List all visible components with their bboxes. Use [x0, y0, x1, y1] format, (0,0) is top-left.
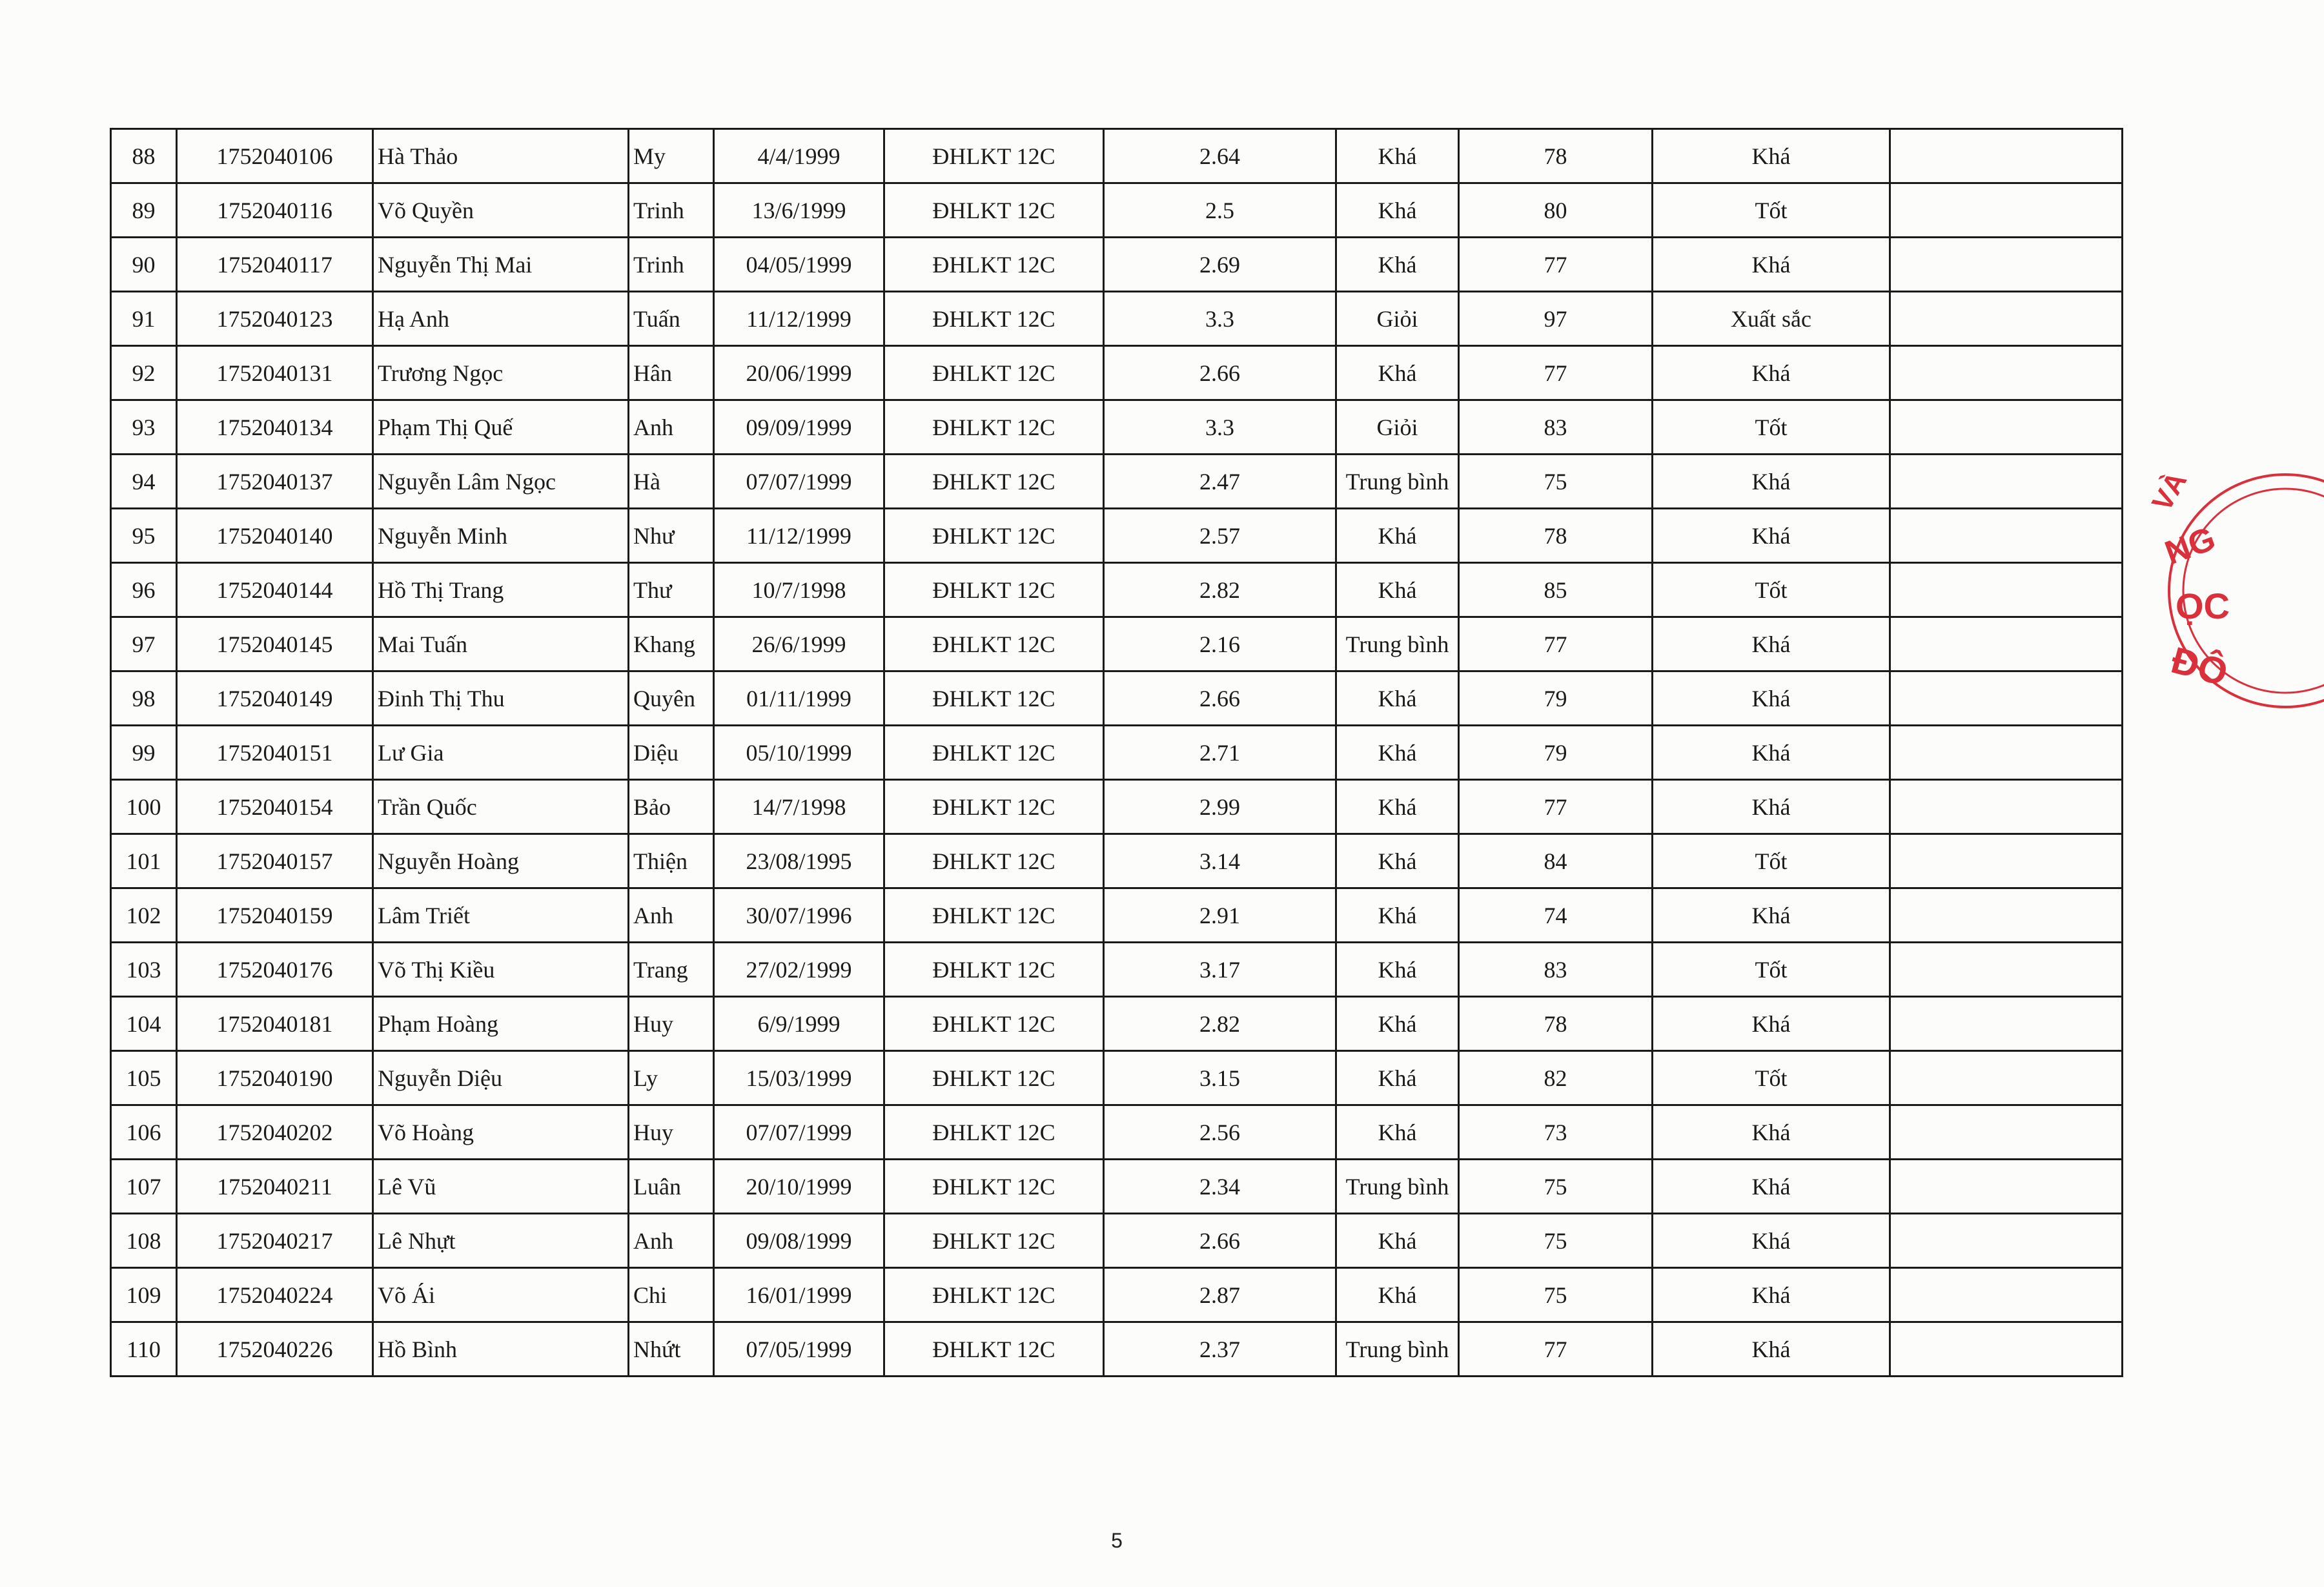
cell-birth-date: 20/10/1999: [714, 1160, 884, 1214]
cell-stt: 100: [111, 780, 177, 834]
cell-gpa: 3.17: [1104, 943, 1336, 997]
cell-conduct-score: 78: [1459, 997, 1653, 1051]
cell-note: [1890, 509, 2123, 563]
cell-birth-date: 15/03/1999: [714, 1051, 884, 1105]
cell-conduct-score: 77: [1459, 617, 1653, 671]
cell-gpa: 2.47: [1104, 455, 1336, 509]
cell-conduct-rank: Khá: [1653, 780, 1890, 834]
cell-student-id: 1752040134: [177, 400, 373, 455]
page-number: 5: [1111, 1529, 1123, 1552]
cell-birth-date: 27/02/1999: [714, 943, 884, 997]
cell-first-name: Hân: [629, 346, 714, 400]
cell-conduct-rank: Tốt: [1653, 943, 1890, 997]
cell-conduct-rank: Khá: [1653, 1105, 1890, 1160]
cell-student-id: 1752040149: [177, 671, 373, 726]
cell-gpa: 2.91: [1104, 888, 1336, 943]
cell-class: ĐHLKT 12C: [884, 1051, 1104, 1105]
cell-conduct-rank: Tốt: [1653, 400, 1890, 455]
cell-class: ĐHLKT 12C: [884, 617, 1104, 671]
cell-conduct-score: 85: [1459, 563, 1653, 617]
cell-student-id: 1752040226: [177, 1322, 373, 1377]
cell-first-name: Anh: [629, 888, 714, 943]
table-row: [111, 780, 2123, 834]
cell-academic-rank: Trung bình: [1336, 455, 1459, 509]
table-row: [111, 834, 2123, 888]
cell-conduct-rank: Khá: [1653, 671, 1890, 726]
cell-academic-rank: Khá: [1336, 997, 1459, 1051]
cell-academic-rank: Khá: [1336, 563, 1459, 617]
seal-text-fragment: ĐÔ: [2166, 639, 2232, 695]
cell-conduct-rank: Khá: [1653, 617, 1890, 671]
cell-stt: 105: [111, 1051, 177, 1105]
cell-birth-date: 07/07/1999: [714, 455, 884, 509]
table-row: [111, 1051, 2123, 1105]
cell-class: ĐHLKT 12C: [884, 292, 1104, 346]
cell-birth-date: 26/6/1999: [714, 617, 884, 671]
table-row: [111, 888, 2123, 943]
cell-last-name: Nguyễn Hoàng: [373, 834, 629, 888]
cell-last-name: Lư Gia: [373, 726, 629, 780]
cell-last-name: Lê Vũ: [373, 1160, 629, 1214]
cell-last-name: Hạ Anh: [373, 292, 629, 346]
seal-text-fragment: VÀ: [2146, 466, 2194, 517]
table-row: [111, 509, 2123, 563]
cell-class: ĐHLKT 12C: [884, 1105, 1104, 1160]
cell-conduct-rank: Khá: [1653, 346, 1890, 400]
cell-academic-rank: Khá: [1336, 238, 1459, 292]
cell-academic-rank: Khá: [1336, 671, 1459, 726]
cell-first-name: Trang: [629, 943, 714, 997]
cell-note: [1890, 834, 2123, 888]
cell-gpa: 2.71: [1104, 726, 1336, 780]
cell-first-name: Quyên: [629, 671, 714, 726]
cell-gpa: 2.87: [1104, 1268, 1336, 1322]
cell-note: [1890, 563, 2123, 617]
cell-gpa: 2.82: [1104, 563, 1336, 617]
cell-note: [1890, 238, 2123, 292]
cell-conduct-rank: Tốt: [1653, 834, 1890, 888]
cell-stt: 95: [111, 509, 177, 563]
table-row: [111, 997, 2123, 1051]
cell-first-name: Chi: [629, 1268, 714, 1322]
cell-academic-rank: Trung bình: [1336, 617, 1459, 671]
cell-conduct-score: 83: [1459, 400, 1653, 455]
cell-stt: 98: [111, 671, 177, 726]
cell-note: [1890, 1160, 2123, 1214]
cell-class: ĐHLKT 12C: [884, 834, 1104, 888]
cell-student-id: 1752040202: [177, 1105, 373, 1160]
cell-birth-date: 13/6/1999: [714, 183, 884, 238]
cell-academic-rank: Khá: [1336, 726, 1459, 780]
cell-gpa: 3.3: [1104, 292, 1336, 346]
cell-academic-rank: Khá: [1336, 943, 1459, 997]
cell-stt: 97: [111, 617, 177, 671]
cell-last-name: Lâm Triết: [373, 888, 629, 943]
cell-first-name: Như: [629, 509, 714, 563]
cell-academic-rank: Khá: [1336, 780, 1459, 834]
table-row: [111, 1268, 2123, 1322]
cell-birth-date: 09/08/1999: [714, 1214, 884, 1268]
cell-academic-rank: Khá: [1336, 346, 1459, 400]
cell-conduct-score: 79: [1459, 726, 1653, 780]
cell-academic-rank: Khá: [1336, 183, 1459, 238]
cell-first-name: Huy: [629, 997, 714, 1051]
cell-last-name: Nguyễn Diệu: [373, 1051, 629, 1105]
cell-academic-rank: Khá: [1336, 888, 1459, 943]
cell-gpa: 2.64: [1104, 129, 1336, 183]
cell-note: [1890, 183, 2123, 238]
cell-birth-date: 07/07/1999: [714, 1105, 884, 1160]
cell-last-name: Hồ Thị Trang: [373, 563, 629, 617]
cell-class: ĐHLKT 12C: [884, 1322, 1104, 1377]
cell-conduct-rank: Xuất sắc: [1653, 292, 1890, 346]
cell-last-name: Võ Ái: [373, 1268, 629, 1322]
table-row: [111, 183, 2123, 238]
table-row: [111, 346, 2123, 400]
cell-gpa: 3.15: [1104, 1051, 1336, 1105]
cell-conduct-score: 83: [1459, 943, 1653, 997]
cell-conduct-score: 75: [1459, 455, 1653, 509]
table-row: [111, 1322, 2123, 1377]
cell-last-name: Lê Nhựt: [373, 1214, 629, 1268]
cell-gpa: 2.16: [1104, 617, 1336, 671]
cell-conduct-rank: Khá: [1653, 238, 1890, 292]
cell-class: ĐHLKT 12C: [884, 780, 1104, 834]
cell-birth-date: 6/9/1999: [714, 997, 884, 1051]
cell-student-id: 1752040176: [177, 943, 373, 997]
cell-birth-date: 01/11/1999: [714, 671, 884, 726]
cell-last-name: Phạm Hoàng: [373, 997, 629, 1051]
cell-gpa: 2.56: [1104, 1105, 1336, 1160]
cell-class: ĐHLKT 12C: [884, 455, 1104, 509]
cell-conduct-rank: Khá: [1653, 1160, 1890, 1214]
cell-birth-date: 14/7/1998: [714, 780, 884, 834]
cell-student-id: 1752040144: [177, 563, 373, 617]
cell-student-id: 1752040159: [177, 888, 373, 943]
cell-first-name: Trinh: [629, 183, 714, 238]
cell-conduct-score: 77: [1459, 780, 1653, 834]
cell-class: ĐHLKT 12C: [884, 943, 1104, 997]
cell-birth-date: 16/01/1999: [714, 1268, 884, 1322]
cell-academic-rank: Giỏi: [1336, 400, 1459, 455]
cell-academic-rank: Trung bình: [1336, 1160, 1459, 1214]
cell-birth-date: 30/07/1996: [714, 888, 884, 943]
cell-conduct-rank: Khá: [1653, 509, 1890, 563]
cell-conduct-score: 78: [1459, 509, 1653, 563]
cell-conduct-score: 74: [1459, 888, 1653, 943]
table-row: [111, 455, 2123, 509]
cell-last-name: Phạm Thị Quế: [373, 400, 629, 455]
official-seal-stamp: [2146, 452, 2241, 730]
cell-student-id: 1752040131: [177, 346, 373, 400]
cell-stt: 104: [111, 997, 177, 1051]
table-row: [111, 292, 2123, 346]
cell-conduct-score: 77: [1459, 346, 1653, 400]
cell-class: ĐHLKT 12C: [884, 1160, 1104, 1214]
cell-stt: 107: [111, 1160, 177, 1214]
cell-first-name: Hà: [629, 455, 714, 509]
cell-conduct-score: 82: [1459, 1051, 1653, 1105]
cell-stt: 102: [111, 888, 177, 943]
seal-text-fragment: ỌC: [2176, 586, 2230, 626]
table-row: [111, 943, 2123, 997]
cell-student-id: 1752040190: [177, 1051, 373, 1105]
cell-conduct-score: 77: [1459, 238, 1653, 292]
cell-first-name: Thư: [629, 563, 714, 617]
cell-class: ĐHLKT 12C: [884, 183, 1104, 238]
cell-birth-date: 11/12/1999: [714, 509, 884, 563]
cell-first-name: Diệu: [629, 726, 714, 780]
cell-conduct-score: 75: [1459, 1268, 1653, 1322]
cell-stt: 96: [111, 563, 177, 617]
cell-last-name: Hồ Bình: [373, 1322, 629, 1377]
cell-student-id: 1752040224: [177, 1268, 373, 1322]
cell-conduct-rank: Khá: [1653, 997, 1890, 1051]
cell-last-name: Mai Tuấn: [373, 617, 629, 671]
cell-gpa: 2.37: [1104, 1322, 1336, 1377]
cell-gpa: 2.34: [1104, 1160, 1336, 1214]
cell-last-name: Võ Quyền: [373, 183, 629, 238]
cell-first-name: My: [629, 129, 714, 183]
cell-conduct-score: 77: [1459, 1322, 1653, 1377]
cell-note: [1890, 943, 2123, 997]
cell-student-id: 1752040123: [177, 292, 373, 346]
table-row: [111, 1105, 2123, 1160]
cell-student-id: 1752040154: [177, 780, 373, 834]
table-row: [111, 1214, 2123, 1268]
cell-conduct-score: 75: [1459, 1214, 1653, 1268]
cell-student-id: 1752040217: [177, 1214, 373, 1268]
cell-academic-rank: Giỏi: [1336, 292, 1459, 346]
cell-note: [1890, 780, 2123, 834]
cell-last-name: Nguyễn Thị Mai: [373, 238, 629, 292]
cell-stt: 91: [111, 292, 177, 346]
cell-class: ĐHLKT 12C: [884, 509, 1104, 563]
cell-class: ĐHLKT 12C: [884, 1214, 1104, 1268]
cell-stt: 89: [111, 183, 177, 238]
cell-class: ĐHLKT 12C: [884, 671, 1104, 726]
cell-stt: 110: [111, 1322, 177, 1377]
cell-stt: 92: [111, 346, 177, 400]
cell-note: [1890, 346, 2123, 400]
cell-last-name: Võ Hoàng: [373, 1105, 629, 1160]
cell-academic-rank: Khá: [1336, 509, 1459, 563]
cell-student-id: 1752040145: [177, 617, 373, 671]
cell-conduct-rank: Tốt: [1653, 563, 1890, 617]
cell-stt: 109: [111, 1268, 177, 1322]
cell-first-name: Anh: [629, 400, 714, 455]
table-row: [111, 617, 2123, 671]
cell-first-name: Tuấn: [629, 292, 714, 346]
cell-class: ĐHLKT 12C: [884, 888, 1104, 943]
cell-birth-date: 09/09/1999: [714, 400, 884, 455]
cell-conduct-score: 79: [1459, 671, 1653, 726]
cell-first-name: Ly: [629, 1051, 714, 1105]
cell-gpa: 3.14: [1104, 834, 1336, 888]
cell-first-name: Nhứt: [629, 1322, 714, 1377]
cell-conduct-score: 73: [1459, 1105, 1653, 1160]
cell-birth-date: 4/4/1999: [714, 129, 884, 183]
cell-first-name: Luân: [629, 1160, 714, 1214]
cell-note: [1890, 671, 2123, 726]
cell-student-id: 1752040116: [177, 183, 373, 238]
cell-student-id: 1752040137: [177, 455, 373, 509]
cell-conduct-score: 78: [1459, 129, 1653, 183]
table-row: [111, 238, 2123, 292]
cell-student-id: 1752040151: [177, 726, 373, 780]
cell-note: [1890, 1322, 2123, 1377]
cell-stt: 108: [111, 1214, 177, 1268]
cell-note: [1890, 1105, 2123, 1160]
cell-stt: 101: [111, 834, 177, 888]
cell-conduct-rank: Khá: [1653, 455, 1890, 509]
cell-student-id: 1752040211: [177, 1160, 373, 1214]
cell-conduct-score: 80: [1459, 183, 1653, 238]
cell-last-name: Đinh Thị Thu: [373, 671, 629, 726]
cell-class: ĐHLKT 12C: [884, 400, 1104, 455]
table-row: [111, 129, 2123, 183]
cell-class: ĐHLKT 12C: [884, 997, 1104, 1051]
cell-last-name: Nguyễn Minh: [373, 509, 629, 563]
cell-note: [1890, 1214, 2123, 1268]
cell-last-name: Trương Ngọc: [373, 346, 629, 400]
cell-gpa: 3.3: [1104, 400, 1336, 455]
cell-stt: 103: [111, 943, 177, 997]
cell-first-name: Thiện: [629, 834, 714, 888]
table-row: [111, 671, 2123, 726]
cell-academic-rank: Khá: [1336, 834, 1459, 888]
cell-gpa: 2.66: [1104, 671, 1336, 726]
cell-academic-rank: Khá: [1336, 1268, 1459, 1322]
cell-student-id: 1752040117: [177, 238, 373, 292]
cell-class: ĐHLKT 12C: [884, 129, 1104, 183]
cell-note: [1890, 129, 2123, 183]
cell-conduct-rank: Khá: [1653, 888, 1890, 943]
cell-gpa: 2.99: [1104, 780, 1336, 834]
cell-birth-date: 20/06/1999: [714, 346, 884, 400]
cell-academic-rank: Khá: [1336, 1105, 1459, 1160]
cell-gpa: 2.82: [1104, 997, 1336, 1051]
cell-gpa: 2.66: [1104, 1214, 1336, 1268]
cell-birth-date: 05/10/1999: [714, 726, 884, 780]
cell-first-name: Bảo: [629, 780, 714, 834]
cell-last-name: Hà Thảo: [373, 129, 629, 183]
cell-note: [1890, 726, 2123, 780]
cell-class: ĐHLKT 12C: [884, 346, 1104, 400]
seal-icon: [2146, 452, 2324, 730]
cell-academic-rank: Khá: [1336, 1051, 1459, 1105]
cell-birth-date: 23/08/1995: [714, 834, 884, 888]
cell-conduct-rank: Khá: [1653, 1214, 1890, 1268]
cell-class: ĐHLKT 12C: [884, 1268, 1104, 1322]
cell-student-id: 1752040181: [177, 997, 373, 1051]
cell-last-name: Trần Quốc: [373, 780, 629, 834]
cell-first-name: Trinh: [629, 238, 714, 292]
table-row: [111, 563, 2123, 617]
cell-birth-date: 04/05/1999: [714, 238, 884, 292]
table-row: [111, 1160, 2123, 1214]
cell-stt: 99: [111, 726, 177, 780]
cell-class: ĐHLKT 12C: [884, 563, 1104, 617]
student-roster-table: [110, 128, 2123, 1377]
cell-conduct-rank: Khá: [1653, 129, 1890, 183]
cell-note: [1890, 292, 2123, 346]
cell-note: [1890, 400, 2123, 455]
cell-academic-rank: Khá: [1336, 1214, 1459, 1268]
cell-conduct-rank: Tốt: [1653, 1051, 1890, 1105]
cell-conduct-score: 97: [1459, 292, 1653, 346]
cell-gpa: 2.5: [1104, 183, 1336, 238]
cell-stt: 93: [111, 400, 177, 455]
cell-note: [1890, 617, 2123, 671]
cell-academic-rank: Khá: [1336, 129, 1459, 183]
cell-conduct-rank: Khá: [1653, 726, 1890, 780]
cell-academic-rank: Trung bình: [1336, 1322, 1459, 1377]
cell-last-name: Võ Thị Kiều: [373, 943, 629, 997]
cell-birth-date: 07/05/1999: [714, 1322, 884, 1377]
table-row: [111, 726, 2123, 780]
cell-stt: 88: [111, 129, 177, 183]
cell-student-id: 1752040157: [177, 834, 373, 888]
table-row: [111, 400, 2123, 455]
cell-student-id: 1752040140: [177, 509, 373, 563]
cell-note: [1890, 1268, 2123, 1322]
cell-gpa: 2.57: [1104, 509, 1336, 563]
seal-text-fragment: NG: [2160, 520, 2221, 573]
cell-last-name: Nguyễn Lâm Ngọc: [373, 455, 629, 509]
cell-conduct-rank: Tốt: [1653, 183, 1890, 238]
cell-first-name: Huy: [629, 1105, 714, 1160]
cell-stt: 90: [111, 238, 177, 292]
cell-conduct-rank: Khá: [1653, 1268, 1890, 1322]
cell-conduct-rank: Khá: [1653, 1322, 1890, 1377]
roster-body: [111, 129, 2123, 1377]
cell-gpa: 2.66: [1104, 346, 1336, 400]
cell-birth-date: 10/7/1998: [714, 563, 884, 617]
cell-birth-date: 11/12/1999: [714, 292, 884, 346]
cell-student-id: 1752040106: [177, 129, 373, 183]
cell-stt: 94: [111, 455, 177, 509]
cell-note: [1890, 888, 2123, 943]
cell-note: [1890, 1051, 2123, 1105]
cell-stt: 106: [111, 1105, 177, 1160]
cell-note: [1890, 455, 2123, 509]
cell-conduct-score: 75: [1459, 1160, 1653, 1214]
cell-note: [1890, 997, 2123, 1051]
cell-gpa: 2.69: [1104, 238, 1336, 292]
cell-first-name: Anh: [629, 1214, 714, 1268]
cell-conduct-score: 84: [1459, 834, 1653, 888]
cell-class: ĐHLKT 12C: [884, 726, 1104, 780]
cell-class: ĐHLKT 12C: [884, 238, 1104, 292]
cell-first-name: Khang: [629, 617, 714, 671]
